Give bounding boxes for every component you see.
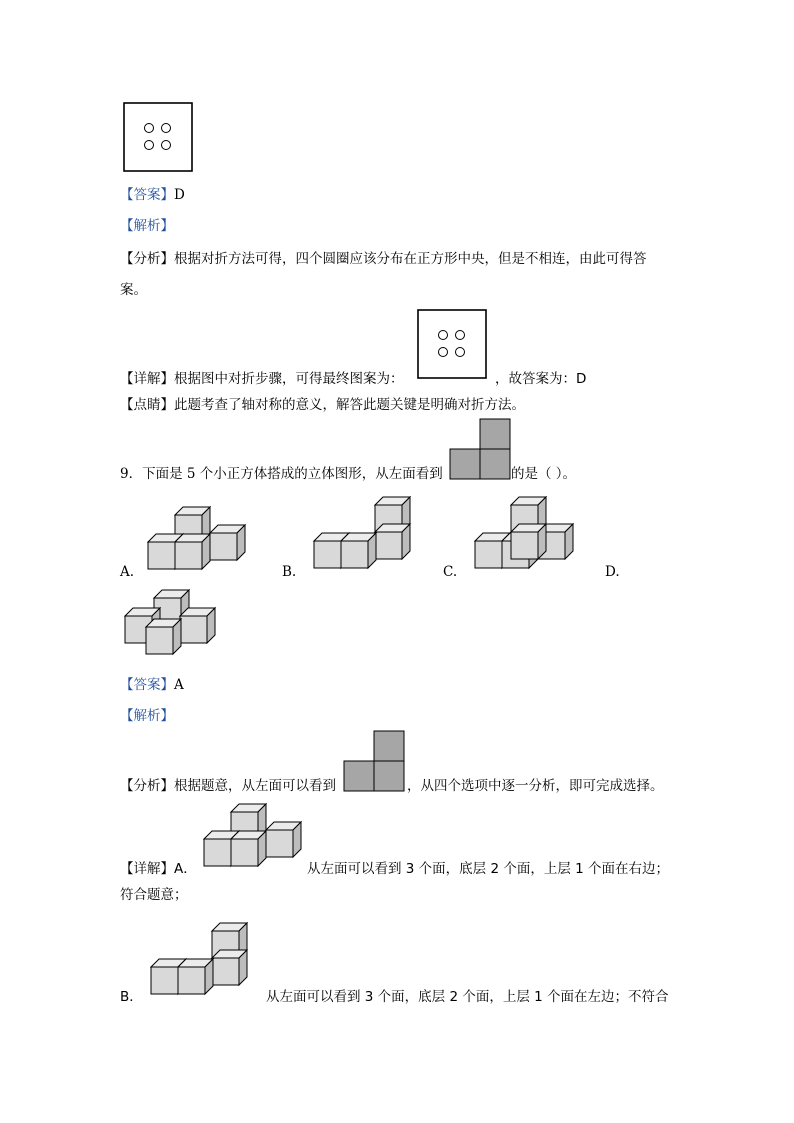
- xiangjie-tail-q8: ，故答案为：D: [495, 371, 587, 387]
- q9-stem-b: 的是（ ）。: [511, 466, 577, 482]
- detail-a-cubes: [204, 804, 304, 869]
- fenxi-tag: 【分析】: [120, 778, 174, 794]
- option-d-cubes: [125, 590, 225, 665]
- analysis-tag: 【解析】: [120, 708, 174, 724]
- folded-square-figure: [124, 103, 194, 173]
- answer-value: A: [174, 677, 184, 693]
- answer-tag: 【答案】: [120, 677, 174, 693]
- q9-stem-a: 9．下面是 5 个小正方体搭成的立体图形，从左面看到: [120, 466, 443, 482]
- fenxi-line-q9: 【分析】根据题意，从左面可以看到: [120, 778, 336, 794]
- detail-b-cubes: [151, 923, 251, 998]
- result-square-figure: [418, 310, 488, 380]
- detail-b-text: 从左面可以看到 3 个面，底层 2 个面，上层 1 个面在左边；不符合: [266, 989, 669, 1005]
- option-c-cubes: [475, 497, 575, 572]
- xiangjie-tag: 【详解】: [120, 371, 174, 387]
- left-view-figure: [450, 419, 510, 479]
- option-b-cubes: [314, 497, 414, 572]
- answer-line-q8: [120, 185, 185, 205]
- option-d-label: D.: [605, 564, 620, 580]
- dianjing-tag: 【点睛】: [120, 397, 174, 413]
- detail-a-line: 【详解】A．: [120, 861, 197, 877]
- dianjing-line: 【点睛】此题考查了轴对称的意义，解答此题关键是明确对折方法。: [120, 397, 525, 413]
- answer-tag: 【答案】: [120, 187, 174, 203]
- analysis-tag: 【解析】: [120, 218, 174, 234]
- fenxi-tag: 【分析】: [120, 251, 174, 267]
- xiangjie-tag: 【详解】: [120, 861, 174, 877]
- fenxi-tail-q9: ，从四个选项中逐一分析，即可完成选择。: [407, 778, 664, 794]
- option-a-cubes: [148, 507, 248, 572]
- detail-a-text2: 符合题意；: [120, 887, 188, 903]
- xiangjie-line-q8: 【详解】根据图中对折步骤，可得最终图案为：: [120, 371, 404, 387]
- fenxi-line2: 案。: [120, 282, 147, 298]
- answer-line-q9: [120, 675, 184, 695]
- detail-a-text: 从左面可以看到 3 个面，底层 2 个面，上层 1 个面在右边；: [307, 861, 670, 877]
- answer-value: D: [174, 187, 185, 203]
- option-a-label: A.: [120, 564, 135, 580]
- fenxi-line1: 【分析】根据对折方法可得，四个圆圈应该分布在正方形中央，但是不相连，由此可得答: [120, 251, 647, 267]
- option-c-label: C.: [443, 564, 458, 580]
- detail-b-label: B．: [120, 989, 143, 1005]
- left-view-figure-analysis: [344, 731, 404, 791]
- option-b-label: B.: [282, 564, 297, 580]
